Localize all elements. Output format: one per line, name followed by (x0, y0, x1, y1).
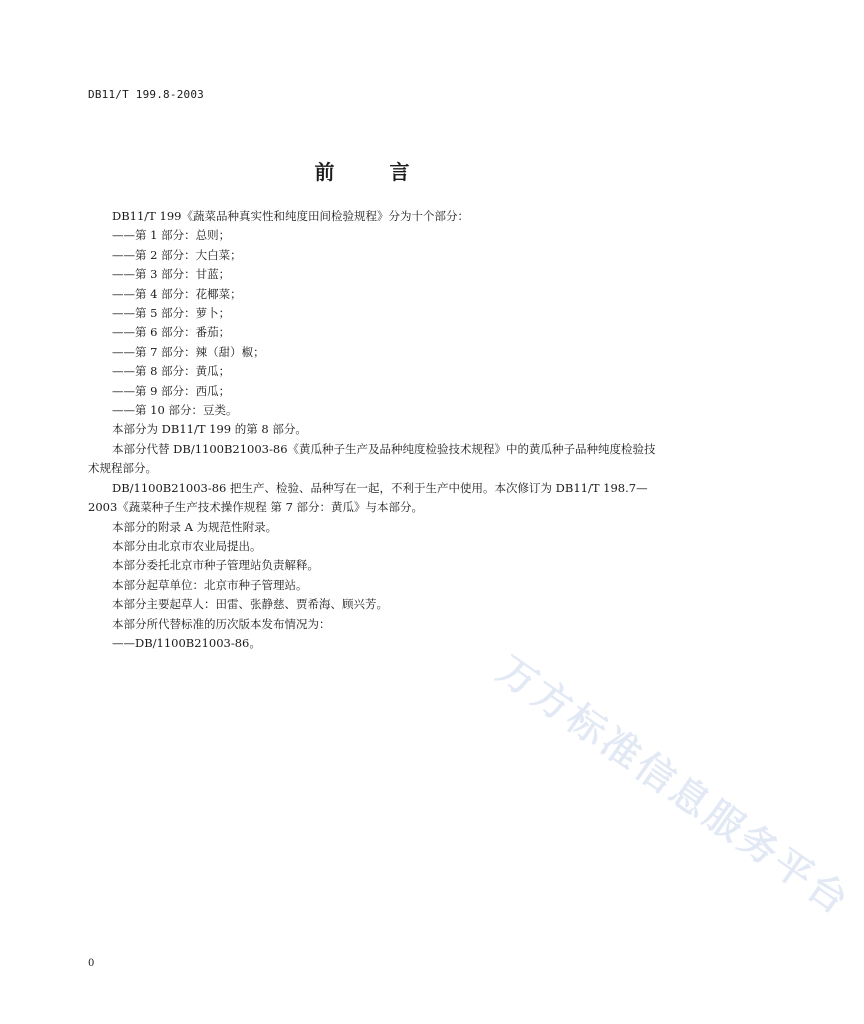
list-item: ——第 9 部分：西瓜； (112, 383, 231, 398)
list-item: ——第 8 部分：黄瓜； (112, 364, 231, 379)
page-number: 0 (88, 958, 95, 969)
paragraph: DB/1100B21003-86 把生产、检验、品种写在一起，不利于生产中使用。本次修订为 DB11/T 198.7—2003《蔬菜种子生产技术操作规程 第 7 部分：黄瓜》与本部分。 (88, 480, 648, 515)
document-code: DB11/T 199.8-2003 (88, 88, 204, 101)
watermark: 万方标准信息服务平台 (489, 647, 859, 925)
paragraph: 本部分为 DB11/T 199 的第 8 部分。 (112, 422, 307, 437)
parts-list (88, 226, 660, 420)
paragraph: 本部分主要起草人：田雷、张静慈、贾希海、顾兴芳。 (112, 597, 388, 612)
page-title: 前 言 (314, 160, 434, 184)
paragraph: 本部分所代替标准的历次版本发布情况为： (112, 616, 331, 631)
intro-line: DB11/T 199《蔬菜品种真实性和纯度田间检验规程》分为十个部分： (112, 209, 469, 223)
list-item: ——第 10 部分：豆类。 (112, 403, 238, 418)
list-item: ——第 7 部分：辣（甜）椒； (112, 344, 265, 359)
document-body (88, 207, 660, 653)
list-item: ——第 6 部分：番茄； (112, 325, 231, 340)
paragraph: 本部分由北京市农业局提出。 (112, 538, 262, 553)
paragraph: 本部分的附录 A 为规范性附录。 (112, 519, 278, 534)
history-line: ——DB/1100B21003-86。 (112, 635, 261, 650)
paragraph: 本部分起草单位：北京市种子管理站。 (112, 577, 308, 592)
list-item: ——第 2 部分：大白菜； (112, 247, 242, 262)
list-item: ——第 3 部分：甘蓝； (112, 267, 231, 282)
paragraph: 本部分委托北京市种子管理站负责解释。 (112, 558, 319, 573)
list-item: ——第 5 部分：萝卜； (112, 306, 231, 321)
paragraph: 本部分代替 DB/1100B21003-86《黄瓜种子生产及品种纯度检验技术规程》中的黄瓜种子品种纯度检验技术规程部分。 (88, 441, 656, 476)
list-item: ——第 1 部分：总则； (112, 228, 231, 243)
list-item: ——第 4 部分：花椰菜； (112, 286, 242, 301)
